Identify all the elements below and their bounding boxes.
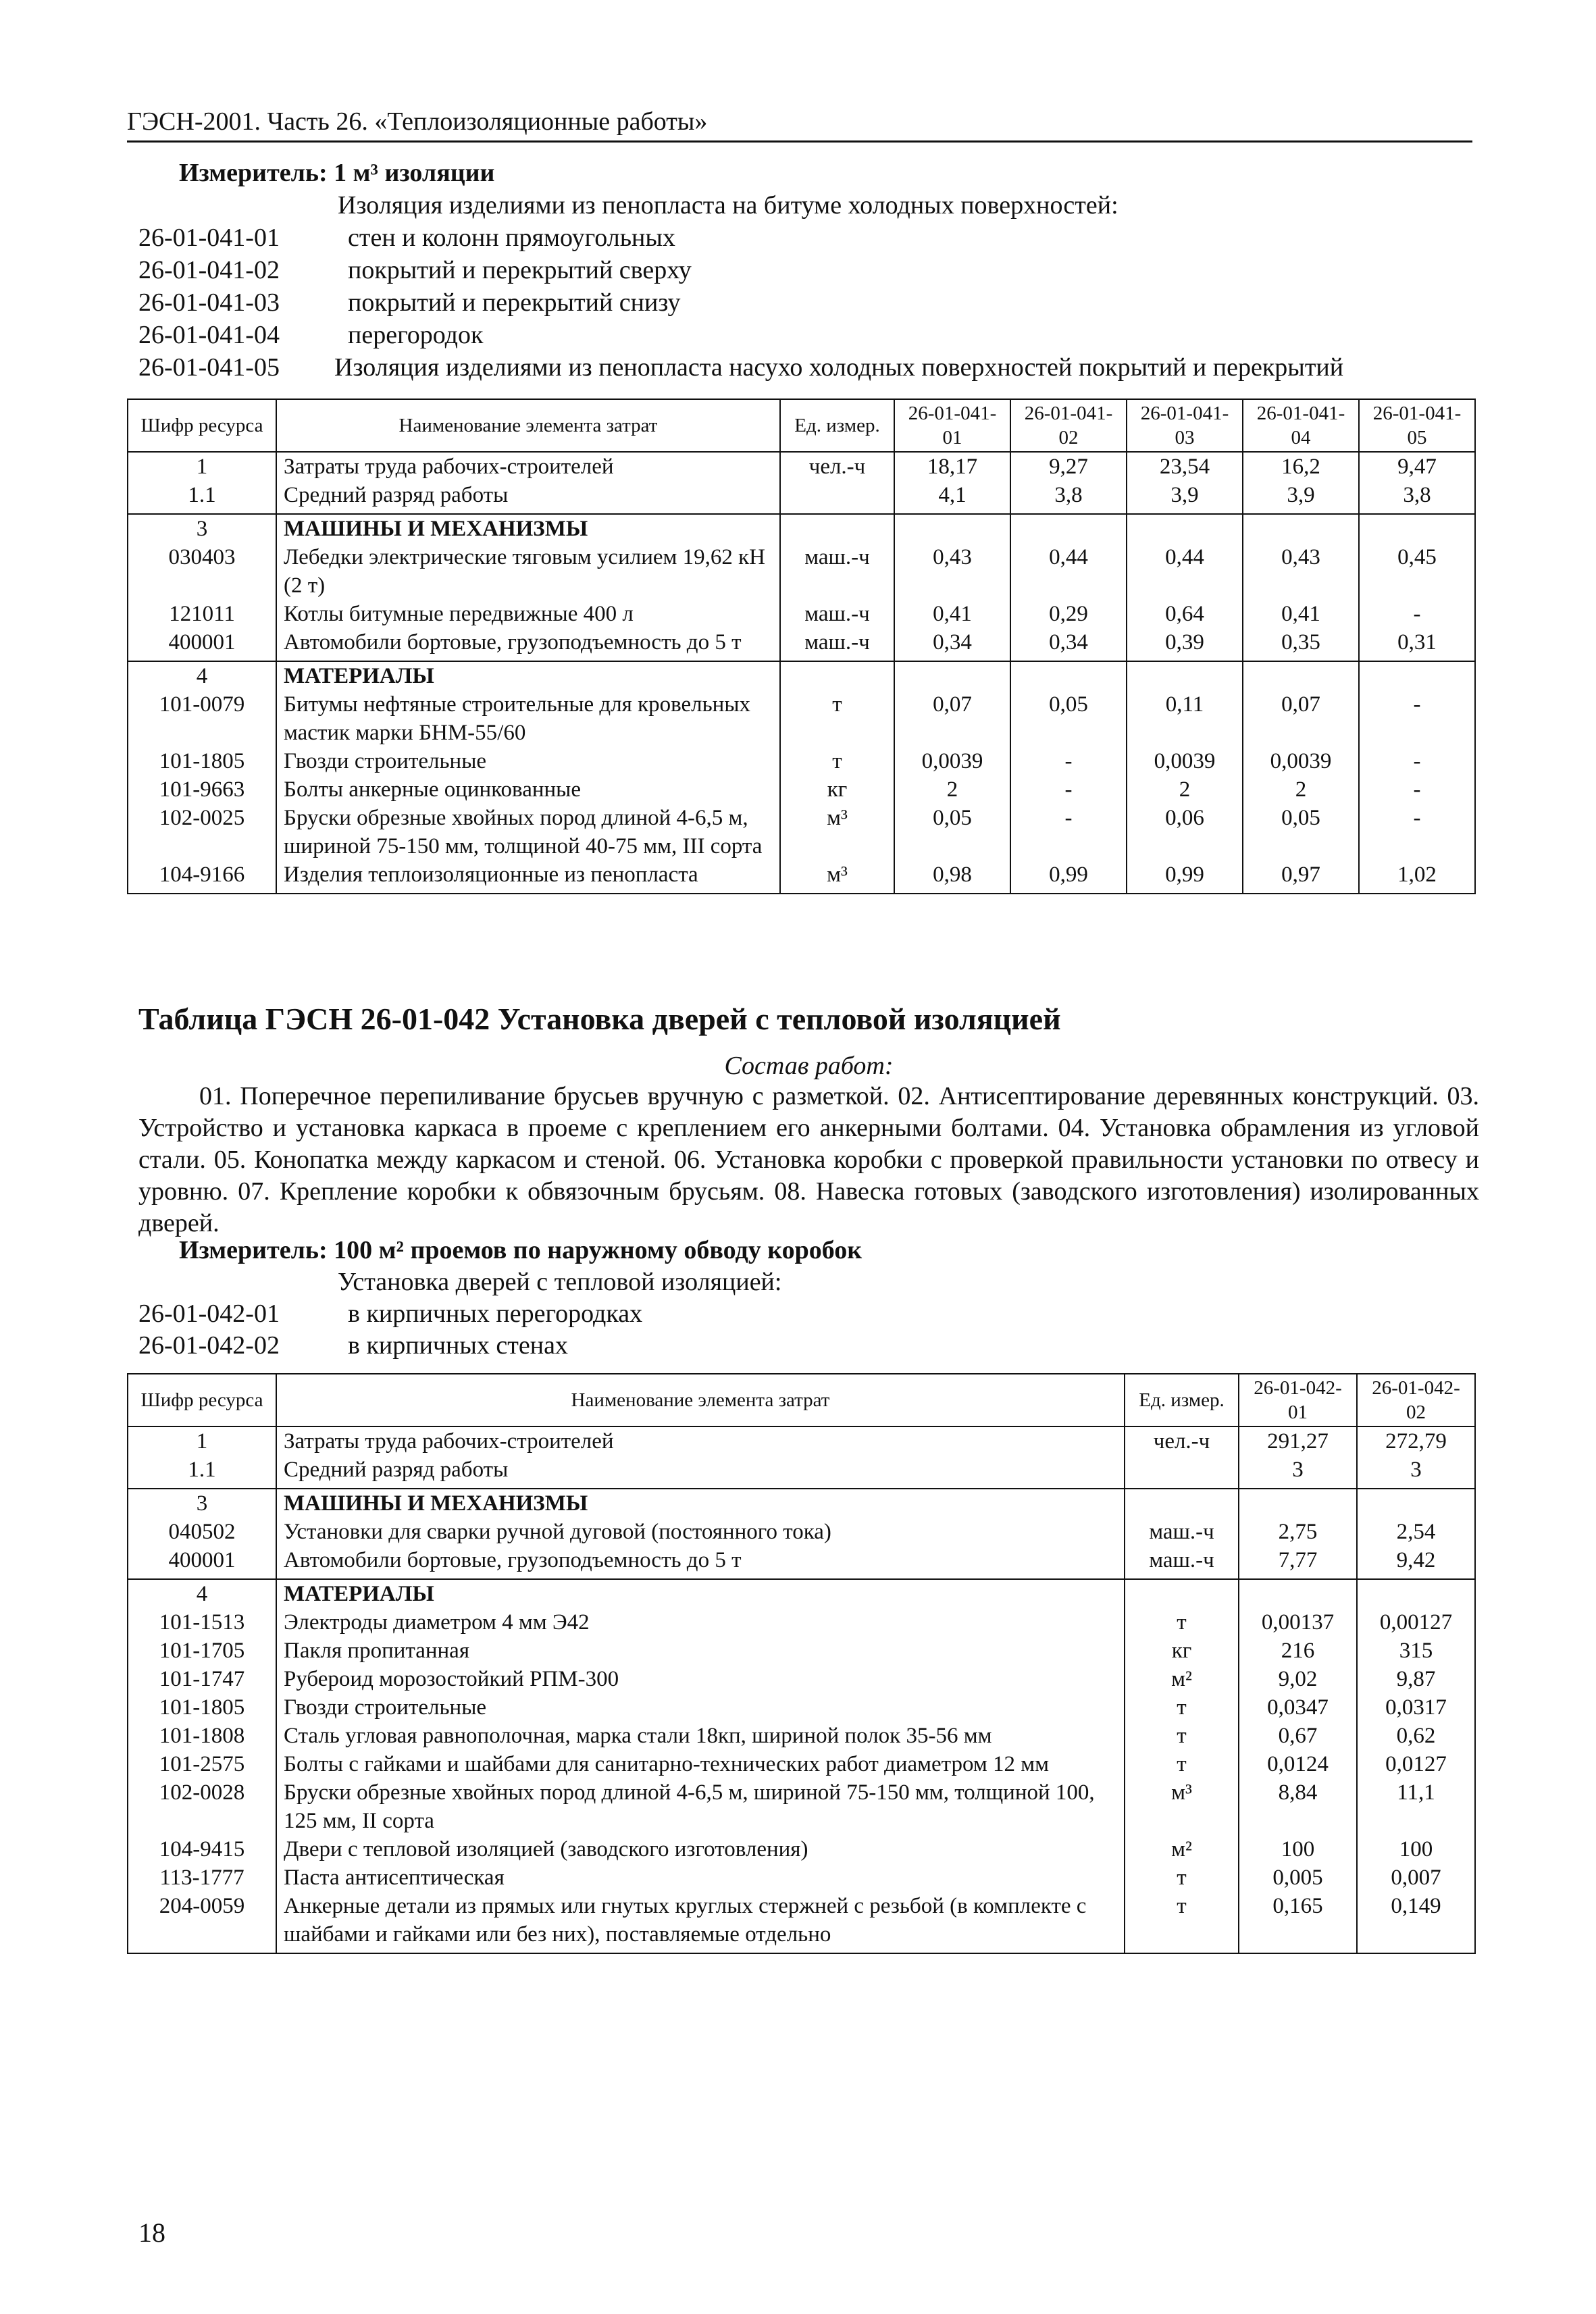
value-cell: 0,97	[1243, 860, 1359, 894]
value-cell: 315	[1357, 1637, 1475, 1665]
value-cell: 0,07	[894, 690, 1010, 747]
unit: маш.-ч	[1125, 1518, 1239, 1546]
table-row	[128, 1892, 1475, 1953]
table-row	[128, 1518, 1475, 1546]
unit	[780, 481, 894, 514]
element-name: Установки для сварки ручной дуговой (постоянного тока)	[276, 1518, 1125, 1546]
element-name: МАТЕРИАЛЫ	[276, 661, 780, 690]
header-unit: Ед. измер.	[1125, 1374, 1239, 1426]
table-row	[128, 1608, 1475, 1637]
unit: м²	[1125, 1835, 1239, 1863]
code-text: перегородок	[348, 321, 484, 349]
value-cell: 2,54	[1357, 1518, 1475, 1546]
unit: м³	[780, 860, 894, 894]
value-cell: 0,0124	[1239, 1750, 1357, 1778]
value-cell: 3,8	[1010, 481, 1127, 514]
resource-code: 101-2575	[128, 1750, 276, 1778]
code-number: 26-01-041-05	[138, 353, 280, 382]
resource-code: 101-0079	[128, 690, 276, 747]
value-cell	[1243, 514, 1359, 543]
table-row	[128, 1546, 1475, 1579]
table-row	[128, 775, 1475, 804]
unit	[780, 514, 894, 543]
resource-code: 101-9663	[128, 775, 276, 804]
section2-measure: Измеритель: 100 м² проемов по наружному обводу коробок	[179, 1236, 863, 1264]
element-name: Средний разряд работы	[276, 481, 780, 514]
unit: чел.-ч	[1125, 1426, 1239, 1456]
value-cell: 0,34	[894, 628, 1010, 661]
value-cell	[1357, 1489, 1475, 1518]
unit: маш.-ч	[780, 600, 894, 628]
value-cell: 0,64	[1127, 600, 1243, 628]
value-cell: 1,02	[1359, 860, 1475, 894]
table-row	[128, 860, 1475, 894]
value-cell: 0,0039	[1243, 747, 1359, 775]
value-cell	[1127, 661, 1243, 690]
value-cell	[1359, 661, 1475, 690]
element-name: Затраты труда рабочих-строителей	[276, 452, 780, 481]
element-name: Бруски обрезные хвойных пород длиной 4-6,5 м, шириной 75-150 мм, толщиной 100, 125 мм, II сорта	[276, 1778, 1125, 1835]
value-cell: 3	[1239, 1456, 1357, 1489]
value-cell: 0,0039	[1127, 747, 1243, 775]
value-cell: 9,47	[1359, 452, 1475, 481]
code-number: 26-01-041-02	[138, 256, 280, 284]
resource-code: 101-1747	[128, 1665, 276, 1693]
unit: маш.-ч	[780, 628, 894, 661]
code-row	[138, 1298, 1479, 1330]
element-name: Бруски обрезные хвойных пород длиной 4-6,5 м, шириной 75-150 мм, толщиной 40-75 мм, III сорта	[276, 804, 780, 860]
unit: т	[1125, 1863, 1239, 1892]
element-name: Анкерные детали из прямых или гнутых круглых стержней с резьбой (в комплекте с шайбами и гайками или без них), поставляемые отдельно	[276, 1892, 1125, 1953]
value-cell: 7,77	[1239, 1546, 1357, 1579]
value-cell: 3	[1357, 1456, 1475, 1489]
value-cell	[894, 661, 1010, 690]
value-cell: 0,0347	[1239, 1693, 1357, 1722]
element-name: Средний разряд работы	[276, 1456, 1125, 1489]
unit	[1125, 1489, 1239, 1518]
value-cell: -	[1359, 775, 1475, 804]
unit: маш.-ч	[780, 543, 894, 600]
unit	[1125, 1579, 1239, 1608]
resource-code: 3	[128, 1489, 276, 1518]
value-cell	[1127, 514, 1243, 543]
table-row	[128, 514, 1475, 543]
value-cell: 0,34	[1010, 628, 1127, 661]
table-row	[128, 1863, 1475, 1892]
value-cell: 2	[894, 775, 1010, 804]
unit: маш.-ч	[1125, 1546, 1239, 1579]
value-cell: 0,43	[1243, 543, 1359, 600]
value-cell: 0,05	[894, 804, 1010, 860]
value-cell: 0,005	[1239, 1863, 1357, 1892]
resource-code: 101-1513	[128, 1608, 276, 1637]
resource-table-1	[127, 398, 1476, 894]
element-name: Болты анкерные оцинкованные	[276, 775, 780, 804]
table-row	[128, 1722, 1475, 1750]
code-text: в кирпичных стенах	[348, 1331, 568, 1360]
value-cell: 216	[1239, 1637, 1357, 1665]
value-cell: 0,45	[1359, 543, 1475, 600]
value-cell: 0,165	[1239, 1892, 1357, 1953]
value-cell: 0,99	[1010, 860, 1127, 894]
element-name: Изделия теплоизоляционные из пенопласта	[276, 860, 780, 894]
element-name: Автомобили бортовые, грузоподъемность до 5 т	[276, 1546, 1125, 1579]
element-name: Электроды диаметром 4 мм Э42	[276, 1608, 1125, 1637]
value-cell: 0,007	[1357, 1863, 1475, 1892]
code-row	[138, 286, 1479, 319]
value-cell: 18,17	[894, 452, 1010, 481]
table-row	[128, 452, 1475, 481]
value-cell: 0,11	[1127, 690, 1243, 747]
table-row	[128, 661, 1475, 690]
header-col: 26-01-041-05	[1359, 399, 1475, 452]
value-cell: -	[1010, 775, 1127, 804]
unit: т	[1125, 1750, 1239, 1778]
value-cell: 0,05	[1243, 804, 1359, 860]
value-cell: 0,43	[894, 543, 1010, 600]
value-cell: 0,41	[894, 600, 1010, 628]
table-row	[128, 481, 1475, 514]
table-row	[128, 600, 1475, 628]
section2-block	[138, 1235, 1479, 1362]
resource-code: 101-1805	[128, 1693, 276, 1722]
table-row	[128, 1579, 1475, 1608]
table-row	[128, 1489, 1475, 1518]
section1-intro: Изоляция изделиями из пенопласта на битуме холодных поверхностей:	[338, 191, 1118, 220]
header-col: 26-01-041-01	[894, 399, 1010, 452]
table-row	[128, 543, 1475, 600]
value-cell: -	[1359, 747, 1475, 775]
value-cell: 2	[1127, 775, 1243, 804]
section1-measure: Измеритель: 1 м³ изоляции	[179, 159, 495, 187]
element-name: Рубероид морозостойкий РПМ-300	[276, 1665, 1125, 1693]
unit: т	[1125, 1892, 1239, 1953]
value-cell	[1239, 1489, 1357, 1518]
table-row	[128, 690, 1475, 747]
resource-code: 400001	[128, 1546, 276, 1579]
value-cell: 0,00137	[1239, 1608, 1357, 1637]
table-row	[128, 1426, 1475, 1456]
value-cell: -	[1359, 804, 1475, 860]
table-row	[128, 804, 1475, 860]
code-text: стен и колонн прямоугольных	[348, 224, 675, 252]
resource-code: 1.1	[128, 481, 276, 514]
row-group	[128, 1579, 1475, 1953]
table-row	[128, 1665, 1475, 1693]
header-name: Наименование элемента затрат	[276, 1374, 1125, 1426]
element-name: Битумы нефтяные строительные для кровельных мастик марки БНМ-55/60	[276, 690, 780, 747]
value-cell: 0,35	[1243, 628, 1359, 661]
element-name: Двери с тепловой изоляцией (заводского изготовления)	[276, 1835, 1125, 1863]
resource-code: 101-1805	[128, 747, 276, 775]
element-name: Котлы битумные передвижные 400 л	[276, 600, 780, 628]
code-row	[138, 254, 1479, 286]
header-col: 26-01-041-04	[1243, 399, 1359, 452]
resource-code: 4	[128, 1579, 276, 1608]
element-name: Пакля пропитанная	[276, 1637, 1125, 1665]
resource-code: 121011	[128, 600, 276, 628]
value-cell: 0,39	[1127, 628, 1243, 661]
unit: кг	[1125, 1637, 1239, 1665]
resource-code: 102-0028	[128, 1778, 276, 1835]
unit: чел.-ч	[780, 452, 894, 481]
value-cell: 0,62	[1357, 1722, 1475, 1750]
value-cell	[1359, 514, 1475, 543]
value-cell: 2	[1243, 775, 1359, 804]
value-cell: 100	[1357, 1835, 1475, 1863]
header-col: 26-01-041-02	[1010, 399, 1127, 452]
resource-code: 102-0025	[128, 804, 276, 860]
resource-code: 1	[128, 452, 276, 481]
element-name: Гвозди строительные	[276, 1693, 1125, 1722]
code-row	[138, 319, 1479, 351]
value-cell: 9,27	[1010, 452, 1127, 481]
value-cell	[1010, 514, 1127, 543]
page-number: 18	[138, 2217, 165, 2248]
element-name: Затраты труда рабочих-строителей	[276, 1426, 1125, 1456]
unit: м³	[1125, 1778, 1239, 1835]
header-code: Шифр ресурса	[128, 399, 276, 452]
element-name: Болты с гайками и шайбами для санитарно-технических работ диаметром 12 мм	[276, 1750, 1125, 1778]
code-number: 26-01-041-03	[138, 288, 280, 317]
work-composition-text: 01. Поперечное перепиливание брусьев вручную с разметкой. 02. Антисептирование деревянных конструкций. 03. Устройство и установка каркаса в проеме с креплением его анкерными болтами. 04. Установка обрамления из угловой стали. 05. Конопатка между каркасом и стеной. 06. Установка коробки с проверкой правильности установки по отвесу и уровню. 07. Крепление коробки к обвязочным брусьям. 08. Навеска готовых (заводского изготовления) изолированных дверей.	[138, 1082, 1479, 1237]
header-col: 26-01-042-01	[1239, 1374, 1357, 1426]
resource-code: 104-9415	[128, 1835, 276, 1863]
code-number: 26-01-042-01	[138, 1300, 280, 1328]
table-row	[128, 1456, 1475, 1489]
code-row	[138, 222, 1479, 254]
resource-code: 3	[128, 514, 276, 543]
code-row	[138, 351, 1479, 384]
value-cell: 0,0317	[1357, 1693, 1475, 1722]
value-cell: 0,00127	[1357, 1608, 1475, 1637]
value-cell: 0,149	[1357, 1892, 1475, 1953]
unit: т	[780, 747, 894, 775]
value-cell: 291,27	[1239, 1426, 1357, 1456]
element-name: МАШИНЫ И МЕХАНИЗМЫ	[276, 1489, 1125, 1518]
value-cell: 11,1	[1357, 1778, 1475, 1835]
value-cell: 0,07	[1243, 690, 1359, 747]
resource-code: 113-1777	[128, 1863, 276, 1892]
value-cell: 0,98	[894, 860, 1010, 894]
header-col: 26-01-041-03	[1127, 399, 1243, 452]
resource-code: 4	[128, 661, 276, 690]
value-cell	[894, 514, 1010, 543]
value-cell: 0,99	[1127, 860, 1243, 894]
value-cell: 0,44	[1127, 543, 1243, 600]
resource-table-2	[127, 1373, 1476, 1954]
value-cell: 0,67	[1239, 1722, 1357, 1750]
value-cell: 3,9	[1243, 481, 1359, 514]
header-col: 26-01-042-02	[1357, 1374, 1475, 1426]
resource-code: 1.1	[128, 1456, 276, 1489]
row-group	[128, 452, 1475, 514]
row-group	[128, 1426, 1475, 1489]
table-row	[128, 628, 1475, 661]
header-unit: Ед. измер.	[780, 399, 894, 452]
value-cell: 272,79	[1357, 1426, 1475, 1456]
value-cell: 0,05	[1010, 690, 1127, 747]
value-cell: 23,54	[1127, 452, 1243, 481]
value-cell: 3,9	[1127, 481, 1243, 514]
section1-codes	[138, 222, 1479, 384]
table-row	[128, 1750, 1475, 1778]
code-number: 26-01-042-02	[138, 1331, 280, 1360]
value-cell: 100	[1239, 1835, 1357, 1863]
value-cell: 0,0039	[894, 747, 1010, 775]
value-cell	[1239, 1579, 1357, 1608]
element-name: Гвозди строительные	[276, 747, 780, 775]
unit	[1125, 1456, 1239, 1489]
row-group	[128, 1489, 1475, 1579]
value-cell	[1010, 661, 1127, 690]
unit	[780, 661, 894, 690]
unit: т	[1125, 1608, 1239, 1637]
resource-code: 101-1808	[128, 1722, 276, 1750]
section1-block	[138, 157, 1479, 384]
value-cell: -	[1359, 690, 1475, 747]
table-row	[128, 1835, 1475, 1863]
unit: м²	[1125, 1665, 1239, 1693]
value-cell: 8,84	[1239, 1778, 1357, 1835]
value-cell: 9,87	[1357, 1665, 1475, 1693]
value-cell: 0,44	[1010, 543, 1127, 600]
code-number: 26-01-041-04	[138, 321, 280, 349]
resource-code: 204-0059	[128, 1892, 276, 1953]
element-name: Паста антисептическая	[276, 1863, 1125, 1892]
value-cell: 0,29	[1010, 600, 1127, 628]
value-cell	[1357, 1579, 1475, 1608]
row-group	[128, 514, 1475, 661]
table-row	[128, 1693, 1475, 1722]
resource-code: 101-1705	[128, 1637, 276, 1665]
code-number: 26-01-041-01	[138, 224, 280, 252]
value-cell	[1243, 661, 1359, 690]
page-header: ГЭСН-2001. Часть 26. «Теплоизоляционные работы»	[127, 107, 1472, 143]
section2-codes	[138, 1298, 1479, 1362]
row-group	[128, 661, 1475, 894]
table2-subtitle: Состав работ:	[724, 1052, 894, 1080]
element-name: Сталь угловая равнополочная, марка стали 18кп, шириной полок 35-56 мм	[276, 1722, 1125, 1750]
value-cell: 16,2	[1243, 452, 1359, 481]
value-cell: 4,1	[894, 481, 1010, 514]
value-cell: 0,06	[1127, 804, 1243, 860]
resource-code: 1	[128, 1426, 276, 1456]
table-row	[128, 1778, 1475, 1835]
unit: т	[1125, 1722, 1239, 1750]
value-cell: -	[1010, 747, 1127, 775]
value-cell: 9,42	[1357, 1546, 1475, 1579]
code-text: покрытий и перекрытий снизу	[348, 288, 681, 317]
section2-intro: Установка дверей с тепловой изоляцией:	[338, 1268, 782, 1296]
value-cell: 0,41	[1243, 600, 1359, 628]
code-row	[138, 1330, 1479, 1362]
value-cell: -	[1359, 600, 1475, 628]
unit: м³	[780, 804, 894, 860]
unit: т	[780, 690, 894, 747]
value-cell: 0,0127	[1357, 1750, 1475, 1778]
resource-code: 040502	[128, 1518, 276, 1546]
value-cell: 2,75	[1239, 1518, 1357, 1546]
value-cell: 0,31	[1359, 628, 1475, 661]
header-name: Наименование элемента затрат	[276, 399, 780, 452]
resource-code: 400001	[128, 628, 276, 661]
table2-title: Таблица ГЭСН 26-01-042 Установка дверей с тепловой изоляцией	[138, 1002, 1061, 1036]
value-cell: 9,02	[1239, 1665, 1357, 1693]
value-cell: -	[1010, 804, 1127, 860]
table-row	[128, 747, 1475, 775]
table-row	[128, 1637, 1475, 1665]
resource-code: 030403	[128, 543, 276, 600]
resource-code: 104-9166	[128, 860, 276, 894]
code-text: в кирпичных перегородках	[348, 1300, 643, 1328]
element-name: Лебедки электрические тяговым усилием 19,62 кН (2 т)	[276, 543, 780, 600]
header-code: Шифр ресурса	[128, 1374, 276, 1426]
element-name: Автомобили бортовые, грузоподъемность до 5 т	[276, 628, 780, 661]
unit: т	[1125, 1693, 1239, 1722]
value-cell: 3,8	[1359, 481, 1475, 514]
code-text: покрытий и перекрытий сверху	[348, 256, 692, 284]
element-name: МАШИНЫ И МЕХАНИЗМЫ	[276, 514, 780, 543]
code-text: Изоляция изделиями из пенопласта насухо холодных поверхностей покрытий и перекрытий	[334, 353, 1344, 382]
element-name: МАТЕРИАЛЫ	[276, 1579, 1125, 1608]
unit: кг	[780, 775, 894, 804]
